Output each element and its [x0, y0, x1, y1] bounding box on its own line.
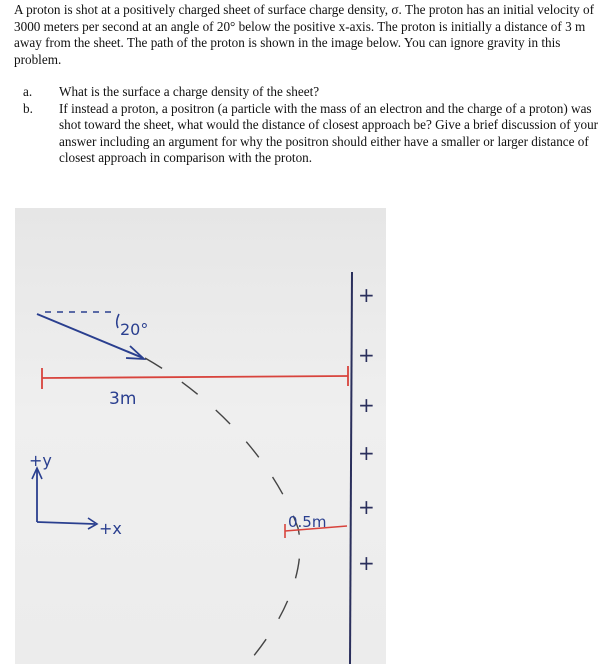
positive-charge: + [358, 551, 375, 575]
part-b-marker: b. [23, 100, 33, 116]
figure-drawing [15, 208, 386, 664]
question-part-a [14, 84, 602, 101]
proton-path [145, 358, 300, 664]
angle-arc [117, 314, 119, 328]
part-b-text: If instead a proton, a positron (a particle with the mass of an electron and the charge of a proton) was shot toward the sheet, what would the distance of closest approach be? Give a brief discussion of your answer including an argument for why the positron should either have a smaller or larger distance of closest approach in comparison with the proton. [59, 100, 599, 165]
part-a-text: What is the surface a charge density of the sheet? [59, 84, 320, 99]
hand-drawn-figure [15, 208, 386, 664]
closest-approach-label: 0.5m [288, 513, 327, 531]
positive-charge: + [358, 393, 375, 417]
x-axis-label: +x [99, 519, 122, 538]
y-axis-label: +y [29, 451, 52, 470]
charged-sheet [350, 272, 352, 664]
question-parts [14, 84, 602, 167]
positive-charge: + [358, 495, 375, 519]
problem-statement [14, 2, 602, 167]
question-part-b [14, 101, 602, 167]
distance-label-3m: 3m [109, 389, 137, 409]
positive-charge: + [358, 441, 375, 465]
x-axis-line [37, 522, 95, 524]
distance-line-3m [42, 376, 348, 378]
problem-intro: A proton is shot at a positively charged sheet of surface charge density, σ. The proton has an initial velocity of 3000 meters per second at an angle of 20° below the positive x-axis. The proton is initially a distance of 3 m away from the sheet. The path of the proton is shown in the image below. You can ignore gravity in this problem. [14, 2, 595, 67]
positive-charge: + [358, 343, 375, 367]
positive-charge: + [358, 283, 375, 307]
angle-label: 20° [120, 320, 149, 339]
part-a-marker: a. [23, 84, 33, 99]
